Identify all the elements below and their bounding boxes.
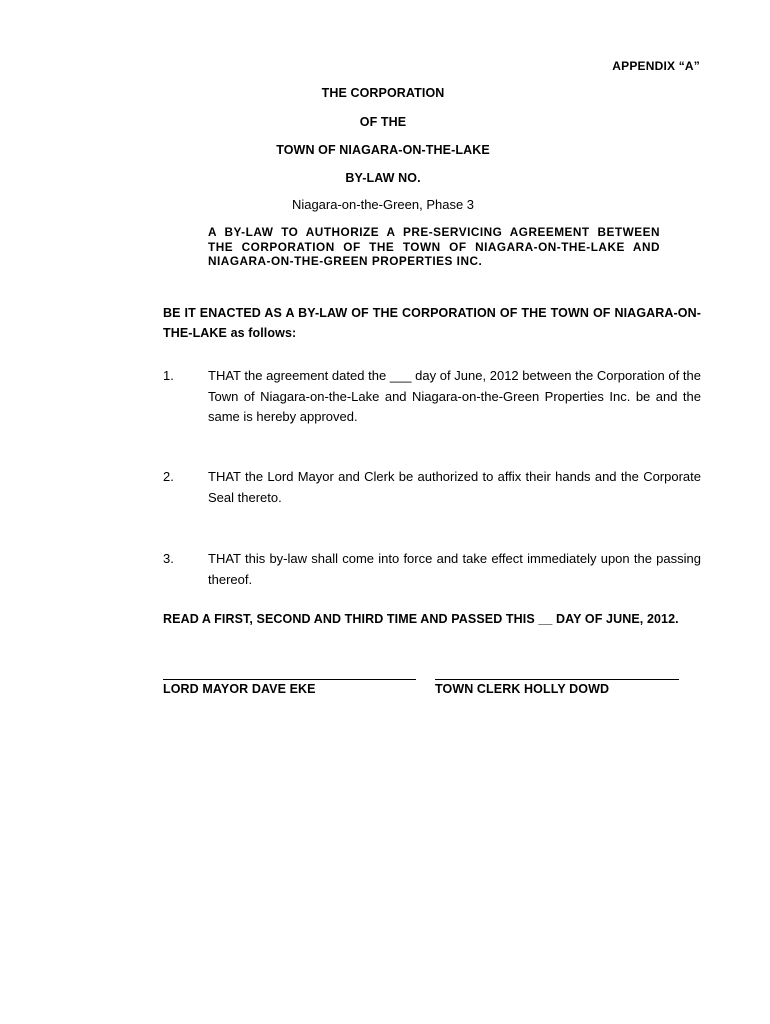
mayor-signature-line [163, 679, 416, 680]
enactment-statement: BE IT ENACTED AS A BY-LAW OF THE CORPORATION OF THE TOWN OF NIAGARA-ON-THE-LAKE as follows: [163, 306, 701, 340]
bylaw-purpose: A BY-LAW TO AUTHORIZE A PRE-SERVICING AGREEMENT BETWEEN THE CORPORATION OF THE TOWN OF NIAGARA-ON-THE-LAKE AND NIAGARA-ON-THE-GREEN PROPERTIES INC. [208, 225, 660, 268]
clause-number: 1. [163, 368, 174, 383]
clause-number: 3. [163, 551, 174, 566]
heading-corporation: THE CORPORATION [321, 86, 445, 100]
heading-of-the: OF THE [359, 115, 407, 129]
clerk-signature-line [435, 679, 679, 680]
passed-statement: READ A FIRST, SECOND AND THIRD TIME AND PASSED THIS __ DAY OF JUNE, 2012. [163, 612, 679, 626]
appendix-label: APPENDIX “A” [612, 59, 700, 73]
clause-text: THAT the Lord Mayor and Clerk be authorized to affix their hands and the Corporate Seal thereto. [208, 469, 701, 505]
clause-text: THAT the agreement dated the ___ day of June, 2012 between the Corporation of the Town of Niagara-on-the-Lake and Niagara-on-the-Green Properties Inc. be and the same is hereby approved. [208, 368, 701, 424]
heading-town: TOWN OF NIAGARA-ON-THE-LAKE [276, 143, 490, 157]
heading-bylaw-number: BY-LAW NO. [345, 171, 421, 185]
document-subtitle: Niagara-on-the-Green, Phase 3 [291, 197, 475, 212]
clerk-signature-label: TOWN CLERK HOLLY DOWD [435, 682, 610, 696]
clause-number: 2. [163, 469, 174, 484]
clause-text: THAT this by-law shall come into force and take effect immediately upon the passing thereof. [208, 551, 701, 587]
mayor-signature-label: LORD MAYOR DAVE EKE [163, 682, 316, 696]
